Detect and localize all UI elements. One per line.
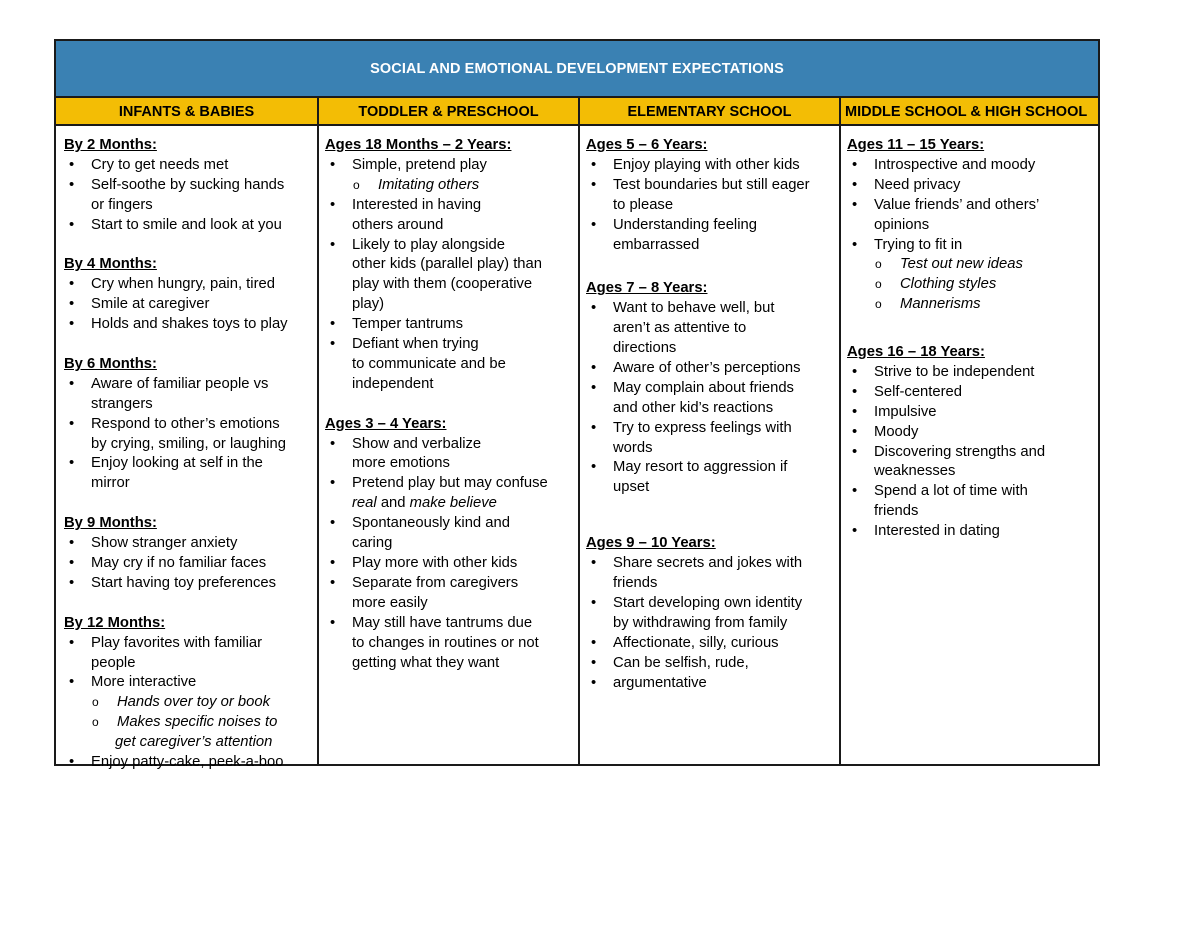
item-text: Test boundaries but still eager <box>613 176 810 193</box>
list-item <box>847 196 1099 236</box>
table-title: SOCIAL AND EMOTIONAL DEVELOPMENT EXPECTATIONS <box>370 60 784 77</box>
item-text: and <box>380 495 406 512</box>
list-item: • Strive to be independent <box>847 363 1099 383</box>
item-text: people <box>91 654 136 671</box>
item-text: friends <box>613 575 658 591</box>
sub-list-item: o Hands over toy or book <box>64 693 316 713</box>
item-text: upset <box>613 479 650 496</box>
item-text: get caregiver’s attention <box>115 734 273 751</box>
list-item <box>325 196 577 236</box>
list-item: • argumentative <box>586 674 838 694</box>
list-item: • Moody <box>847 423 1099 443</box>
item-text: and other kid’s reactions <box>613 399 774 416</box>
item-text: others around <box>352 216 444 233</box>
item-text: mirror <box>91 475 130 492</box>
header-elementary-school: ELEMENTARY SCHOOL <box>627 104 792 120</box>
column-elementary-school <box>586 136 838 693</box>
list-item <box>64 375 316 415</box>
list-item: • Introspective and moody <box>847 156 1099 176</box>
section-heading: By 9 Months: <box>64 515 157 532</box>
item-text: by withdrawing from family <box>613 614 788 631</box>
sub-list-item: o Mannerisms <box>847 295 1099 315</box>
column-infants-babies <box>64 136 316 773</box>
section-heading: Ages 18 Months – 2 Years: <box>325 137 512 153</box>
item-text: other kids (parallel play) than <box>352 256 542 273</box>
list-item: • Need privacy <box>847 176 1099 196</box>
list-item: • Enjoy playing with other kids <box>586 156 838 176</box>
item-text: Try to express feelings with <box>613 419 792 436</box>
column-middle-high-school <box>847 136 1099 542</box>
item-text: Understanding feeling <box>613 216 757 233</box>
item-text: play) <box>352 296 385 313</box>
list-item: • Simple, pretend play <box>325 156 577 176</box>
item-text: words <box>613 439 653 456</box>
list-item <box>847 482 1099 522</box>
item-text: real <box>352 495 377 512</box>
sub-list-item: o Clothing styles <box>847 275 1099 295</box>
item-text: more emotions <box>352 455 450 472</box>
item-text: play with them (cooperative <box>352 276 533 293</box>
item-text: Play favorites with familiar <box>91 634 263 651</box>
section-heading: By 2 Months: <box>64 137 157 153</box>
column-toddler-preschool <box>325 136 577 673</box>
list-item <box>64 454 316 494</box>
section-heading: By 12 Months: <box>64 614 166 631</box>
item-text: directions <box>613 340 677 357</box>
list-item: • Can be selfish, rude, <box>586 654 838 674</box>
item-text: Self-soothe by sucking hands <box>91 176 285 193</box>
header-toddler-preschool: TODDLER & PRESCHOOL <box>358 104 539 120</box>
item-text: Pretend play but may confuse <box>352 475 548 492</box>
item-text: May still have tantrums due <box>352 614 533 631</box>
item-text: Respond to other’s emotions <box>91 415 280 432</box>
item-text: friends <box>874 503 919 520</box>
item-text: Aware of familiar people vs <box>91 375 269 392</box>
header-infants-babies: INFANTS & BABIES <box>118 104 255 120</box>
list-item: • Affectionate, silly, curious <box>586 634 838 654</box>
item-text: Interested in having <box>352 196 482 213</box>
list-item: • Aware of other’s perceptions <box>586 359 838 379</box>
item-text: independent <box>352 375 434 392</box>
development-table <box>54 39 1100 771</box>
section-heading: Ages 9 – 10 Years: <box>586 535 716 552</box>
list-item: • Show stranger anxiety <box>64 534 316 554</box>
list-item <box>325 474 577 514</box>
item-text: May resort to aggression if <box>613 459 788 476</box>
list-item: • Holds and shakes toys to play <box>64 315 316 335</box>
section-heading: Ages 5 – 6 Years: <box>586 137 708 153</box>
item-text: embarrassed <box>613 236 700 253</box>
list-item: • More interactive <box>64 673 316 693</box>
list-item <box>586 176 838 216</box>
item-text: Defiant when trying <box>352 336 479 353</box>
list-item <box>847 443 1099 483</box>
section-heading: By 6 Months: <box>64 355 157 372</box>
item-text: Spontaneously kind and <box>352 515 510 532</box>
item-text: by crying, smiling, or laughing <box>91 435 286 452</box>
sub-list-item <box>64 713 316 753</box>
list-item <box>325 236 577 316</box>
item-text: Share secrets and jokes with <box>613 555 803 572</box>
section-heading: Ages 3 – 4 Years: <box>325 415 447 432</box>
list-item: • Cry when hungry, pain, tired <box>64 275 316 295</box>
column-divider <box>578 98 580 764</box>
item-text: Enjoy looking at self in the <box>91 455 263 472</box>
list-item <box>586 594 838 634</box>
item-text: Separate from caregivers <box>352 574 519 591</box>
list-item <box>325 574 577 614</box>
sub-list-item: o Test out new ideas <box>847 255 1099 275</box>
item-text: Spend a lot of time with <box>874 483 1028 500</box>
item-text: caring <box>352 535 393 552</box>
item-text: Makes specific noises to <box>117 714 278 731</box>
list-item: • Play more with other kids <box>325 554 577 574</box>
list-item <box>325 614 577 674</box>
column-headers <box>56 98 1098 126</box>
list-item <box>586 554 838 594</box>
list-item <box>64 634 316 674</box>
list-item: • May cry if no familiar faces <box>64 554 316 574</box>
item-text: May complain about friends <box>613 379 794 396</box>
list-item <box>64 176 316 216</box>
list-item: • Smile at caregiver <box>64 295 316 315</box>
column-divider <box>839 98 841 764</box>
list-item <box>325 335 577 395</box>
list-item: • Temper tantrums <box>325 315 577 335</box>
table-title-bar <box>56 41 1098 98</box>
list-item: • Trying to fit in <box>847 236 1099 256</box>
section-heading: Ages 11 – 15 Years: <box>847 137 985 153</box>
list-item <box>586 379 838 419</box>
section-heading: By 4 Months: <box>64 256 157 273</box>
list-item <box>64 415 316 455</box>
list-item: • Interested in dating <box>847 522 1099 542</box>
item-text: or fingers <box>91 196 153 213</box>
item-text: getting what they want <box>352 654 500 671</box>
section-heading: Ages 7 – 8 Years: <box>586 280 708 297</box>
list-item <box>586 419 838 459</box>
item-text: to changes in routines or not <box>352 634 539 651</box>
sub-list-item: o Imitating others <box>325 176 577 196</box>
header-middle-high-school: MIDDLE SCHOOL & HIGH SCHOOL <box>845 104 1088 120</box>
item-text: Show and verbalize <box>352 435 482 452</box>
list-item <box>586 458 838 498</box>
list-item <box>325 514 577 554</box>
item-text: make believe <box>409 495 497 512</box>
list-item: • Cry to get needs met <box>64 156 316 176</box>
item-text: Likely to play alongside <box>352 236 505 253</box>
item-text: strangers <box>91 395 153 412</box>
list-item: • Start to smile and look at you <box>64 216 316 236</box>
item-text: opinions <box>874 216 930 233</box>
list-item <box>586 216 838 256</box>
item-text: Value friends’ and others’ <box>874 196 1040 213</box>
item-text: Discovering strengths and <box>874 443 1046 460</box>
item-text: aren’t as attentive to <box>613 320 747 337</box>
list-item: • Enjoy patty-cake, peek-a-boo <box>64 753 316 773</box>
item-text: to please <box>613 196 674 213</box>
item-text: Want to behave well, but <box>613 300 775 317</box>
section-heading: Ages 16 – 18 Years: <box>847 344 985 361</box>
item-text: more easily <box>352 594 428 611</box>
list-item: • Start having toy preferences <box>64 574 316 594</box>
item-text: Start developing own identity <box>613 594 803 611</box>
column-divider <box>317 98 319 764</box>
list-item <box>586 299 838 359</box>
item-text: weaknesses <box>874 463 956 480</box>
item-text: to communicate and be <box>352 355 506 372</box>
list-item: • Impulsive <box>847 403 1099 423</box>
list-item: • Self-centered <box>847 383 1099 403</box>
list-item <box>325 435 577 475</box>
